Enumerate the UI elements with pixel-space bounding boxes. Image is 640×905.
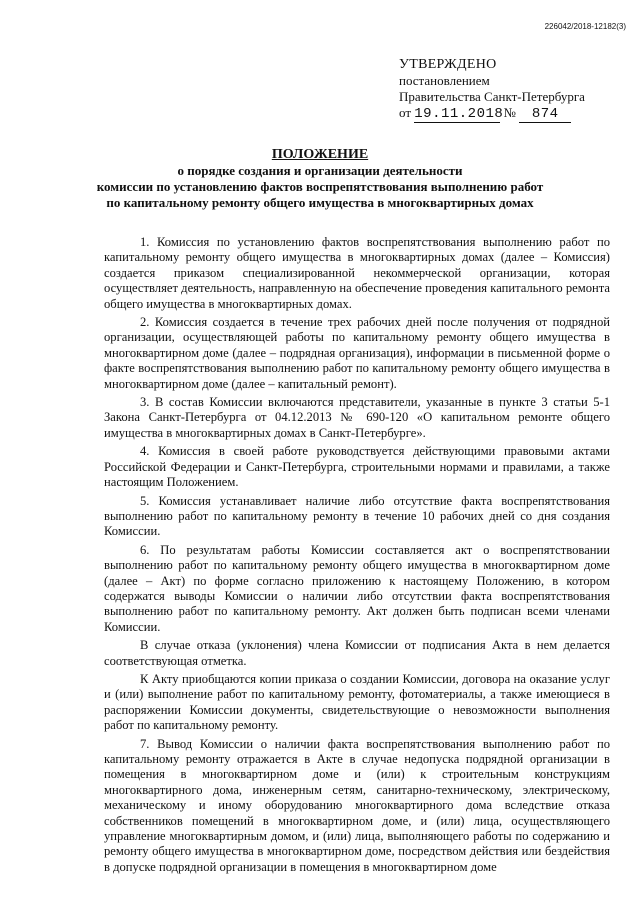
approval-stamp <box>399 57 629 123</box>
approval-line-2: Правительства Санкт-Петербурга <box>399 89 585 104</box>
paragraph-6: 6. По результатам работы Комиссии составляется акт о воспрепятствовании выполнению работ по капитальному ремонту общего имущества в многоквартирном доме (далее – Акт) по форме согласно приложению к настоящему Положению, в котором содержатся выводы Комиссии о наличии либо отсутствии факта воспрепятствования выполнению работ по капитальному ремонту. Акт должен быть подписан всеми членами Комиссии. <box>104 542 610 634</box>
from-label: от <box>399 105 412 120</box>
paragraph-3: 3. В состав Комиссии включаются представители, указанные в пункте 3 статьи 5-1 Закона Санкт-Петербурга от 04.12.2013 № 690-120 «О капитальном ремонте общего имущества в многоквартирных домах в Санкт-Петербурге». <box>104 395 610 440</box>
document-body <box>104 235 610 878</box>
document-title <box>0 147 640 211</box>
approval-date-line <box>399 105 629 123</box>
paragraph-4: 4. Комиссия в своей работе руководствуется действующими правовыми актами Российской Федерации и Санкт-Петербурга, строительными нормами и правилами, а также настоящим Положением. <box>104 444 610 490</box>
title-line-4: по капитальному ремонту общего имущества в многоквартирных домах <box>106 195 534 210</box>
number-sign: № <box>503 105 516 120</box>
paragraph-2: 2. Комиссия создается в течение трех рабочих дней после получения от подрядной организации, осуществляющей работы по капитальному ремонту общего имущества в многоквартирном доме (далее – подрядная организация), информации в письменной форме о факте воспрепятствования выполнению работ по капитальному ремонту общего имущества в многоквартирном доме (далее – капитальный ремонт). <box>104 315 610 391</box>
document-registration-number: 226042/2018-12182(3) <box>544 22 626 31</box>
approval-line-1: постановлением <box>399 73 490 88</box>
paragraph-1: 1. Комиссия по установлению фактов воспрепятствования выполнению работ по капитальному ремонту общего имущества в многоквартирных домах (далее – Комиссия) создается приказом специализированной некоммерческой организации, которая осуществляет деятельность, направленную на обеспечение проведения капитального ремонта общего имущества в многоквартирных домах. <box>104 235 610 311</box>
paragraph-5: 5. Комиссия устанавливает наличие либо отсутствие факта воспрепятствования выполнению работ по капитальному ремонту в течение 10 рабочих дней со дня создания Комиссии. <box>104 493 610 539</box>
title-line-3: комиссии по установлению фактов воспрепятствования выполнению работ <box>96 179 544 194</box>
paragraph-6-refusal: В случае отказа (уклонения) члена Комиссии от подписания Акта в нем делается соответствующая отметка. <box>104 638 610 668</box>
approval-heading: УТВЕРЖДЕНО <box>399 57 497 72</box>
title-line-2: о порядке создания и организации деятельности <box>177 163 463 178</box>
paragraph-6-attachments: К Акту приобщаются копии приказа о создании Комиссии, договора на оказание услуг и (или) выполнение работ по капитальному ремонту, фотоматериалы, а также имеющиеся в распоряжении Комиссии документы, свидетельствующие о невозможности выполнения работ по капитальному ремонту. <box>104 671 610 733</box>
title-line-1: ПОЛОЖЕНИЕ <box>271 147 369 162</box>
approval-number: 874 <box>519 107 571 123</box>
approval-date: 19.11.2018 <box>414 106 504 122</box>
paragraph-7: 7. Вывод Комиссии о наличии факта воспрепятствования выполнению работ по капитальному ремонту отражается в Акте в случае недопуска подрядной организации в помещения в многоквартирном доме и (или) к строительным конструкциям многоквартирного дома, инженерным сетям, санитарно-техническому, электрическому, механическому и иному оборудованию многоквартирного дома вследствие отказа собственников помещений в многоквартирном доме, и (или) лица, осуществляющего управление многоквартирным домом, и (или) лица, выполняющего работы по содержанию и ремонту общего имущества в многоквартирном доме, посредством действия или бездействия в допуске подрядной организации в помещения в многоквартирном доме <box>104 736 610 874</box>
